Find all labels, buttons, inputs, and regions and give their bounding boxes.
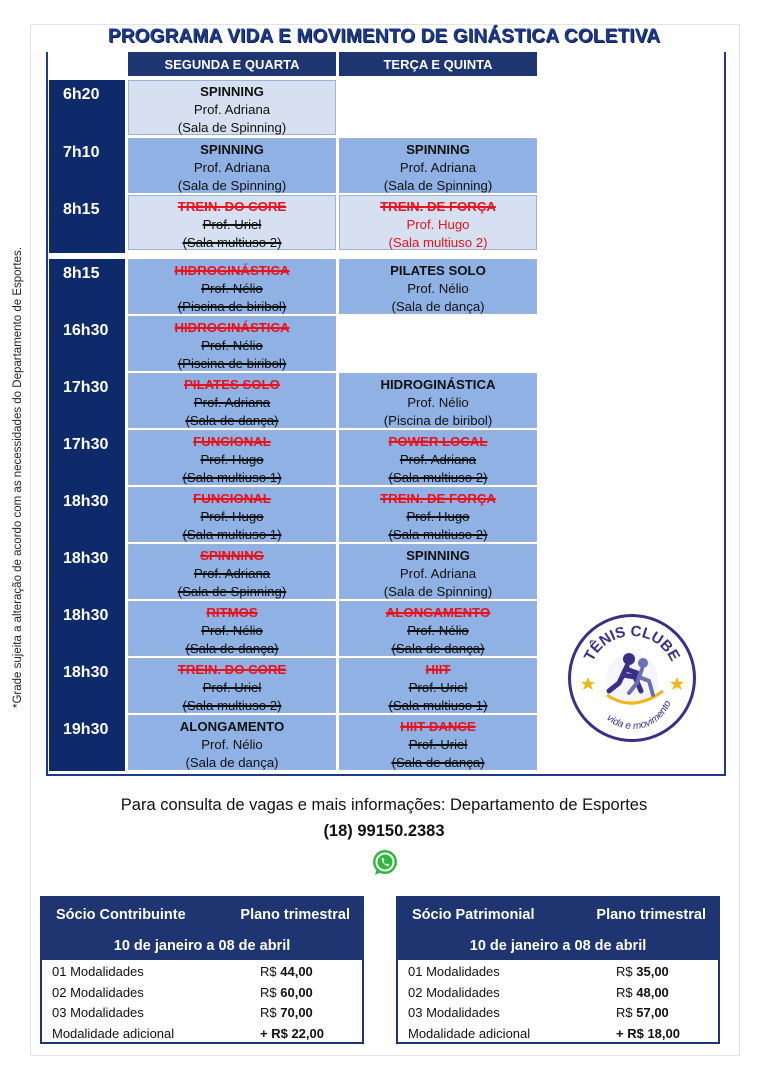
class-room: (Piscina de biribol) [383, 413, 493, 428]
plan-dates: 10 de janeiro a 08 de abril [469, 938, 647, 954]
time-slot: 18h30 [49, 487, 125, 544]
class-room: (Sala de dança) [391, 755, 485, 770]
plan-socio-patrimonial [396, 896, 720, 1044]
class-room: (Piscina de biribol) [177, 299, 287, 314]
time-slot: 19h30 [49, 715, 125, 771]
class-prof: Prof. Hugo [406, 509, 470, 524]
plan-row: 03 Modalidades R$ 57,00 [408, 1005, 669, 1020]
plan-row: 01 Modalidades R$ 44,00 [52, 964, 313, 979]
runners-logo-icon [571, 617, 693, 739]
class-prof: Prof. Uriel [408, 737, 468, 752]
class-cell [128, 544, 336, 599]
class-name: TREIN. DE FORÇA [380, 199, 496, 214]
class-cell [128, 373, 336, 428]
class-name: HIDROGINÁSTICA [174, 320, 290, 335]
class-room: (Sala multiuso 2) [388, 470, 488, 485]
plan-row: 01 Modalidades R$ 35,00 [408, 964, 669, 979]
class-cell [128, 715, 336, 770]
class-room: (Sala de dança) [391, 299, 485, 314]
class-name: HIIT DANCE [400, 719, 476, 734]
class-name: TREIN. DO CORE [177, 199, 287, 214]
class-name: SPINNING [200, 548, 264, 563]
class-room: (Sala de dança) [185, 413, 279, 428]
class-name: SPINNING [200, 142, 264, 157]
class-prof: Prof. Adriana [399, 452, 477, 467]
class-prof: Prof. Adriana [193, 102, 271, 117]
class-prof: Prof. Uriel [202, 217, 262, 232]
phone-number[interactable]: (18) 99150.2383 [323, 822, 445, 840]
plan-title: Sócio Patrimonial [412, 907, 535, 923]
class-cell [339, 715, 537, 770]
class-room: (Sala de Spinning) [383, 178, 493, 193]
class-prof: Prof. Nélio [201, 623, 263, 638]
class-name: RITMOS [206, 605, 258, 620]
class-room: (Sala multiuso 2) [388, 235, 488, 250]
class-name: ALONGAMENTO [385, 605, 491, 620]
class-room: (Sala multiuso 1) [182, 470, 282, 485]
class-name: SPINNING [406, 142, 470, 157]
class-prof: Prof. Adriana [193, 160, 271, 175]
class-cell [339, 259, 537, 314]
class-cell [128, 138, 336, 193]
class-name: PILATES SOLO [390, 263, 486, 278]
class-prof: Prof. Uriel [408, 680, 468, 695]
class-room: (Sala de Spinning) [177, 120, 287, 135]
time-slot: 8h15 [49, 259, 125, 316]
plan-title: Sócio Contribuinte [56, 907, 186, 923]
time-slot: 17h30 [49, 373, 125, 430]
class-name: HIIT [425, 662, 451, 677]
logo-bottom-text: vida e movimento [604, 699, 674, 733]
column-header-tue-thu: TERÇA E QUINTA [339, 52, 537, 76]
class-name: HIDROGINÁSTICA [380, 377, 496, 392]
class-name: POWER LOCAL [388, 434, 488, 449]
class-cell [128, 259, 336, 314]
class-name: TREIN. DO CORE [177, 662, 287, 677]
class-cell [128, 658, 336, 713]
class-prof: Prof. Nélio [407, 623, 469, 638]
class-name: FUNCIONAL [193, 491, 271, 506]
class-name: TREIN. DE FORÇA [380, 491, 496, 506]
class-prof: Prof. Nélio [407, 395, 469, 410]
class-prof: Prof. Uriel [202, 680, 262, 695]
class-room: (Piscina de biribol) [177, 356, 287, 371]
plan-dates: 10 de janeiro a 08 de abril [113, 938, 291, 954]
class-room: (Sala de Spinning) [177, 584, 287, 599]
plan-period: Plano trimestral [596, 907, 706, 923]
class-prof: Prof. Nélio [201, 737, 263, 752]
class-cell [339, 138, 537, 193]
class-prof: Prof. Nélio [407, 281, 469, 296]
class-room: (Sala de dança) [185, 641, 279, 656]
plan-row: Modalidade adicional + R$ 18,00 [408, 1025, 680, 1041]
class-prof: Prof. Hugo [200, 452, 264, 467]
class-cell [128, 430, 336, 485]
class-name: SPINNING [406, 548, 470, 563]
class-prof: Prof. Hugo [406, 217, 470, 232]
class-prof: Prof. Adriana [193, 395, 271, 410]
whatsapp-icon[interactable] [370, 848, 400, 878]
time-slot: 18h30 [49, 601, 125, 658]
class-room: (Sala multiuso 2) [182, 698, 282, 713]
plan-row: Modalidade adicional + R$ 22,00 [52, 1025, 324, 1041]
class-room: (Sala de dança) [185, 755, 279, 770]
class-room: (Sala de Spinning) [177, 178, 287, 193]
class-room: (Sala multiuso 1) [388, 698, 488, 713]
time-slot: 16h30 [49, 316, 125, 373]
class-room: (Sala de Spinning) [383, 584, 493, 599]
class-name: PILATES SOLO [184, 377, 280, 392]
plan-socio-contribuinte [40, 896, 364, 1044]
logo-top-text: TÊNIS CLUBE [580, 622, 684, 664]
class-cell [128, 487, 336, 542]
class-cell [339, 544, 537, 599]
plan-row: 02 Modalidades R$ 60,00 [52, 984, 313, 1000]
class-prof: Prof. Adriana [399, 566, 477, 581]
class-prof: Prof. Adriana [193, 566, 271, 581]
plan-period: Plano trimestral [240, 907, 350, 923]
class-cell [339, 430, 537, 485]
class-prof: Prof. Adriana [399, 160, 477, 175]
tenis-clube-logo [568, 614, 696, 742]
class-name: ALONGAMENTO [179, 719, 285, 734]
class-cell [128, 601, 336, 656]
class-name: FUNCIONAL [193, 434, 271, 449]
class-name: SPINNING [200, 84, 264, 99]
class-cell [339, 658, 537, 713]
time-slot: 8h15 [49, 195, 125, 253]
class-room: (Sala multiuso 1) [182, 527, 282, 542]
class-cell [339, 195, 537, 250]
class-room: (Sala multiuso 2) [388, 527, 488, 542]
schedule-note: *Grade sujeita a alteração de acordo com as necessidades do Departamento de Esportes. [12, 247, 24, 708]
class-cell [128, 80, 336, 135]
plan-row: 02 Modalidades R$ 48,00 [408, 984, 669, 1000]
info-text: Para consulta de vagas e mais informações: Departamento de Esportes [120, 796, 648, 814]
class-room: (Sala de dança) [391, 641, 485, 656]
class-cell [339, 601, 537, 656]
class-cell [128, 316, 336, 371]
class-cell [128, 195, 336, 250]
class-cell [339, 373, 537, 428]
class-prof: Prof. Hugo [200, 509, 264, 524]
column-header-mon-wed: SEGUNDA E QUARTA [128, 52, 336, 76]
time-slot: 7h10 [49, 138, 125, 195]
class-name: HIDROGINÁSTICA [174, 263, 290, 278]
plan-row: 03 Modalidades R$ 70,00 [52, 1005, 313, 1020]
class-room: (Sala multiuso 2) [182, 235, 282, 250]
class-prof: Prof. Nélio [201, 281, 263, 296]
time-slot: 6h20 [49, 80, 125, 138]
time-slot: 18h30 [49, 544, 125, 601]
time-slot: 18h30 [49, 658, 125, 715]
class-cell [339, 487, 537, 542]
class-prof: Prof. Nélio [201, 338, 263, 353]
page-title: PROGRAMA VIDA E MOVIMENTO DE GINÁSTICA COLETIVA [107, 26, 661, 47]
time-slot: 17h30 [49, 430, 125, 487]
